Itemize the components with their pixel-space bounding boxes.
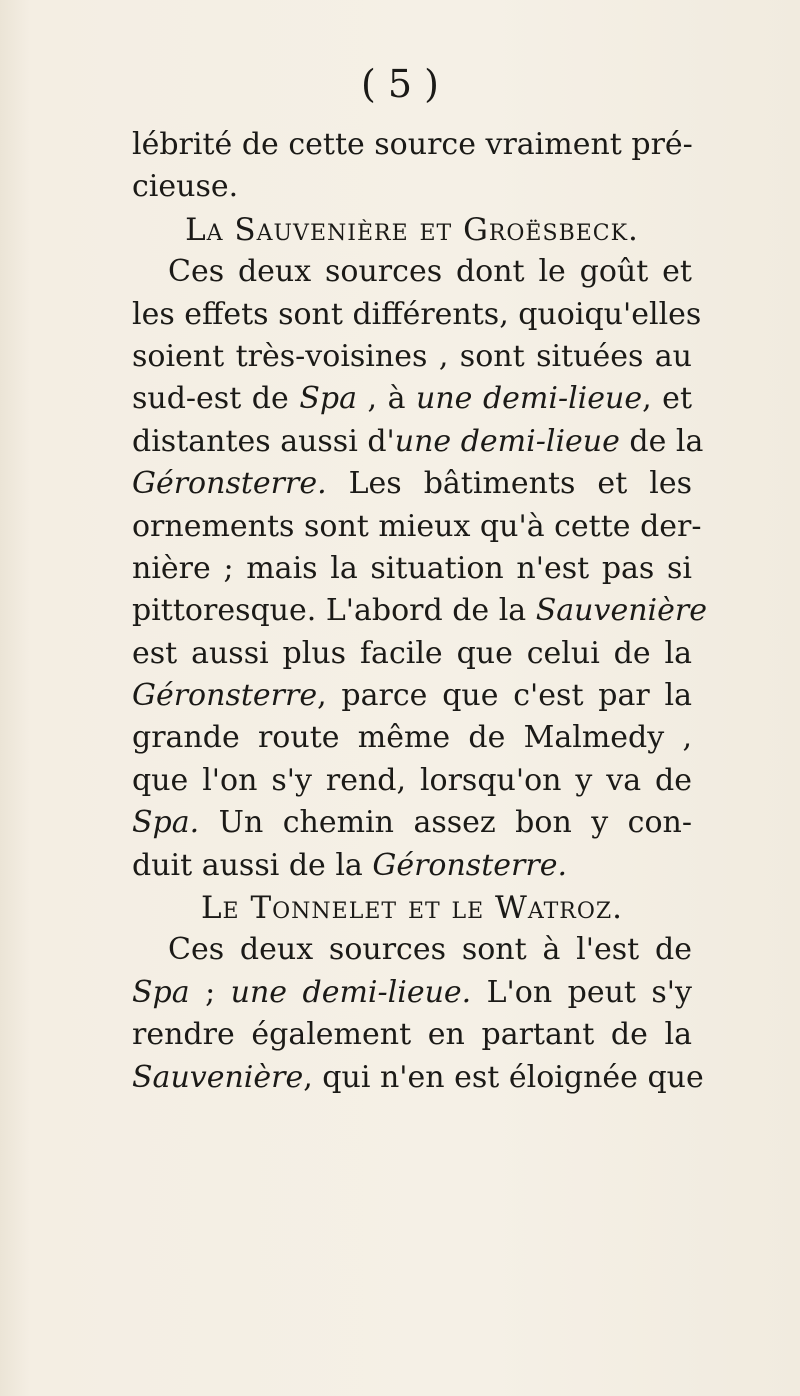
text-segment: Ces deux sources dont le goût et [168,254,692,290]
text-line [132,1057,704,1099]
section-heading [132,209,692,251]
text-line [132,336,692,378]
italic-text: Spa [299,381,357,417]
text-segment: ornements sont mieux qu'à cette der- [132,508,702,544]
text-line [132,463,692,505]
text-line [132,675,692,717]
text-segment: duit aussi de la [132,847,373,883]
text-line [132,124,692,166]
text-line [132,166,692,208]
body-text [132,124,707,1099]
section-heading [132,887,692,929]
text-segment: grande route même de Malmedy , [132,720,692,756]
italic-text: une demi-lieue. [230,974,472,1010]
text-segment: distantes aussi d' [132,423,395,459]
italic-text: une demi-lieue [394,423,620,459]
italic-text: Géronsterre [132,678,318,714]
text-segment: de la [619,423,704,459]
text-line [132,251,692,293]
text-line [132,760,692,802]
text-line [132,633,692,675]
text-segment: ; [189,974,231,1010]
text-segment: sud-est de [132,381,300,417]
text-segment: , à [356,381,417,417]
italic-text: Spa. [132,805,200,841]
text-line [132,294,702,336]
text-segment: L'on peut s'y [471,974,692,1010]
italic-text: Sauvenière [535,593,707,629]
text-segment: Les bâtiments et les [326,466,692,502]
text-line [132,378,692,420]
text-line [132,1014,692,1056]
text-line [132,548,692,590]
text-line [132,972,692,1014]
text-segment: , et [642,381,692,417]
text-line [132,717,692,759]
text-segment: cieuse. [132,169,239,205]
text-segment: que l'on s'y rend, lorsqu'on y va de [132,762,692,798]
text-segment: nière ; mais la situation n'est pas si [132,550,692,586]
text-segment: les effets sont différents, quoiqu'elles [132,296,702,332]
text-segment: pittoresque. L'abord de la [132,593,536,629]
text-segment: Ces deux sources sont à l'est de [168,932,692,968]
italic-text: Géronsterre. [372,847,567,883]
text-segment: Un chemin assez bon y con- [199,805,692,841]
italic-text: une demi-lieue [416,381,643,417]
italic-text: Sauvenière [132,1059,304,1095]
text-segment: est aussi plus facile que celui de la [132,635,692,671]
text-line [132,421,704,463]
text-segment: Le Tonnelet et le Watroz. [200,890,624,927]
text-line [132,845,692,887]
text-segment: lébrité de cette source vraiment pré- [132,127,693,162]
page-number: ( 5 ) [361,62,439,106]
italic-text: Spa [132,974,190,1010]
text-segment: rendre également en partant de la [132,1017,692,1053]
text-segment: La Sauvenière et Groësbeck. [185,211,639,248]
text-line [132,929,692,971]
text-segment: soient très-voisines , sont situées au [132,338,692,374]
text-line [132,506,702,548]
text-line [132,590,707,632]
text-segment: , parce que c'est par la [317,678,692,714]
text-segment: , qui n'en est éloignée que [303,1059,704,1095]
text-line [132,802,692,844]
italic-text: Géronsterre. [132,466,327,502]
